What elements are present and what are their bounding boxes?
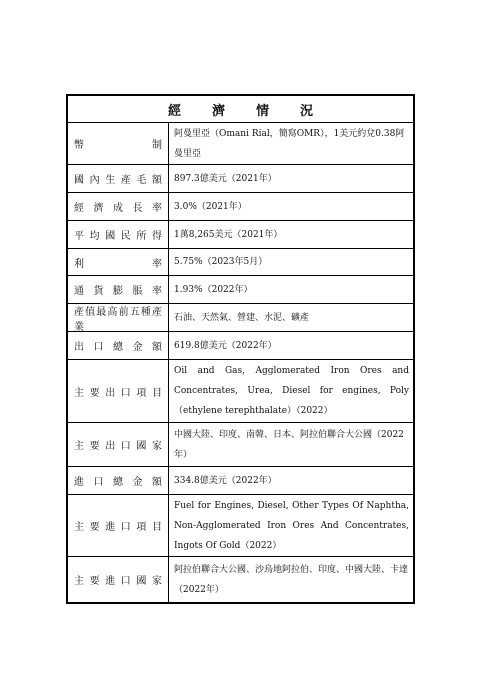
- row-label: 主要進口項目: [68, 495, 169, 556]
- economic-situation-table: [66, 94, 415, 604]
- row-label: 通貨膨脹率: [68, 276, 169, 303]
- row-value: 5.75%（2023年5月）: [174, 257, 268, 267]
- table-row: [68, 557, 413, 602]
- table-row: [68, 193, 413, 221]
- row-value: 中國大陸、印度、南韓、日本、阿拉伯聯合大公國（2022年）: [174, 429, 404, 460]
- row-value: 阿曼里亞（Omani Rial，簡寫OMR），1美元約兌0.38阿曼里亞: [174, 128, 405, 159]
- row-value: 阿拉伯聯合大公國、沙烏地阿拉伯、印度、中國大陸、卡達（2022年）: [174, 564, 409, 595]
- row-label: 經濟成長率: [68, 193, 169, 220]
- table-row: [68, 467, 413, 495]
- row-value: 1.93%（2022年）: [174, 284, 253, 295]
- table-row: [68, 221, 413, 249]
- table-row: [68, 123, 413, 165]
- row-label: 國內生產毛額: [68, 165, 169, 192]
- table-row: [68, 276, 413, 304]
- row-label: 主要出口項目: [68, 360, 169, 422]
- row-label: 主要出口國家: [68, 423, 169, 466]
- row-label: 平均國民所得: [68, 221, 169, 248]
- row-value: Fuel for Engines, Diesel, Other Types Of Naphtha, Non-Agglomerated Iron Ores And Concentrates, Ingots Of Gold（2022）: [174, 500, 409, 551]
- row-value: 334.8億美元（2022年）: [174, 475, 277, 486]
- row-value: Oil and Gas, Agglomerated Iron Ores and Concentrates, Urea, Diesel for engines, Poly（ethylene terephthalate）（2022）: [174, 366, 409, 416]
- table-row: [68, 332, 413, 360]
- row-label: 主要進口國家: [68, 557, 169, 602]
- table-title: 經 濟 情 況: [68, 96, 413, 123]
- row-value: 1萬8,265美元（2021年）: [174, 229, 283, 240]
- row-value: 石油、天然氣、營建、水泥、礦產: [174, 312, 310, 323]
- row-label: 進口總金額: [68, 467, 169, 494]
- row-label: 利 率: [68, 249, 169, 275]
- table-row: [68, 165, 413, 193]
- row-value: 897.3億美元（2021年）: [174, 173, 277, 184]
- row-label: 幣 制: [68, 123, 169, 164]
- table-row: [68, 249, 413, 276]
- table-row: [68, 360, 413, 423]
- table-row: [68, 495, 413, 557]
- table-row: [68, 304, 413, 332]
- row-value: 619.8億美元（2022年）: [174, 340, 277, 351]
- row-label: 產值最高前五種產業: [68, 304, 169, 331]
- table-row: [68, 423, 413, 467]
- row-label: 出口總金額: [68, 332, 169, 359]
- row-value: 3.0%（2021年）: [174, 201, 247, 212]
